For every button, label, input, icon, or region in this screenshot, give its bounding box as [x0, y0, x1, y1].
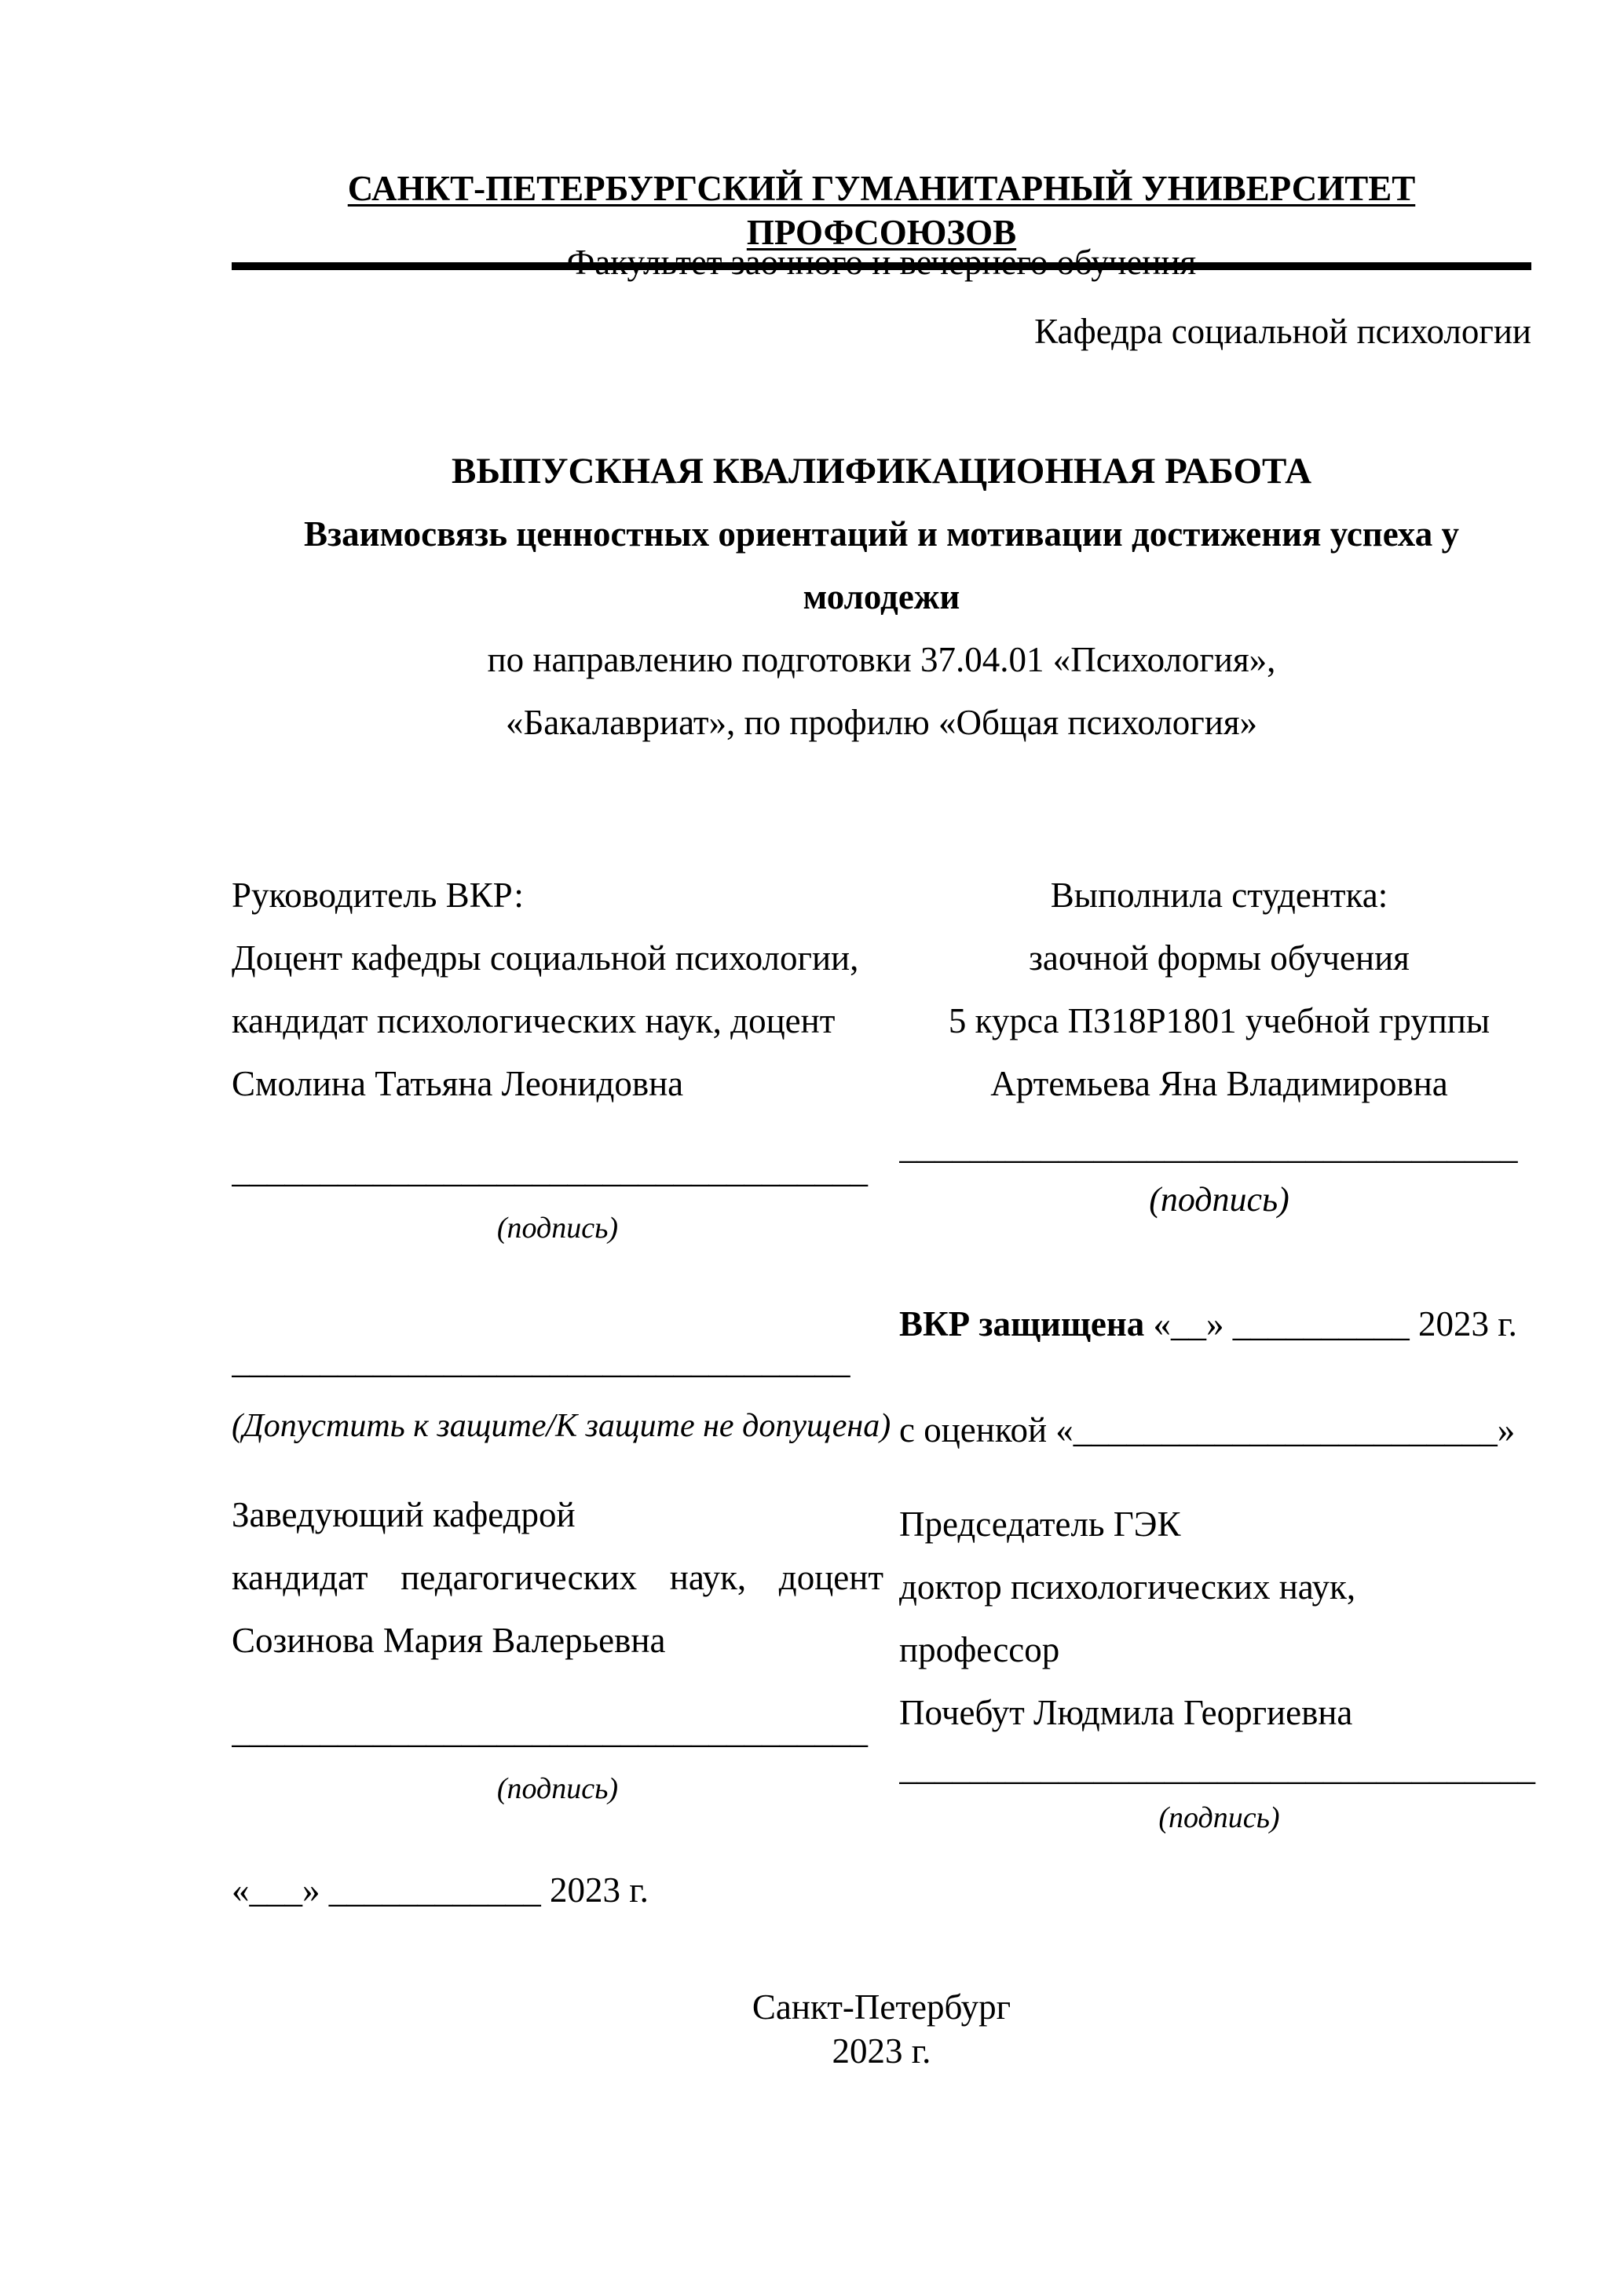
department-head-signature-caption: (подпись): [496, 1772, 619, 1805]
defended-line: [899, 1292, 1539, 1355]
grade-line: с оценкой «________________________»: [899, 1410, 1516, 1450]
right-column: [899, 864, 1539, 1921]
student-signature-line: ___________________________________: [899, 1127, 1518, 1166]
university-name: САНКТ-ПЕТЕРБУРГСКИЙ ГУМАНИТАРНЫЙ УНИВЕРСИТЕТ ПРОФСОЮЗОВ: [347, 169, 1416, 252]
admission-line: ___________________________________: [232, 1341, 850, 1380]
gec-chair-signature-caption: (подпись): [1158, 1801, 1280, 1834]
student-name: Артемьева Яна Владимировна: [990, 1064, 1448, 1103]
footer-block: [232, 1985, 1531, 2073]
gec-chair-title: профессор: [899, 1630, 1060, 1669]
faculty-line: Факультет заочного и вечернего обучения: [566, 243, 1197, 282]
title-block: [232, 440, 1531, 754]
admission-caption: (Допустить к защите/К защите не допущена): [232, 1408, 891, 1444]
gec-chair-signature-line: ____________________________________: [899, 1748, 1535, 1787]
department-head-name: Созинова Мария Валерьевна: [232, 1621, 666, 1660]
student-signature-caption: (подпись): [1149, 1180, 1289, 1219]
supervisor-label: Руководитель ВКР:: [232, 876, 524, 915]
program-line1: по направлению подготовки 37.04.01 «Психология»,: [487, 640, 1276, 679]
supervisor-signature-line: ____________________________________: [232, 1150, 868, 1190]
student-group-line: 5 курса ПЗ18Р1801 учебной группы: [948, 1001, 1490, 1040]
footer-year: 2023 г.: [832, 2031, 931, 2071]
defended-label: ВКР защищена: [899, 1304, 1145, 1344]
supervisor-position-line1: Доцент кафедры социальной психологии,: [232, 938, 859, 978]
gec-chair-name: Почебут Людмила Георгиевна: [899, 1693, 1353, 1732]
supervisor-name: Смолина Татьяна Леонидовна: [232, 1064, 684, 1103]
approval-date-line: «___» ____________ 2023 г.: [232, 1870, 649, 1910]
student-study-form: заочной формы обучения: [1029, 938, 1410, 978]
thesis-topic-line2: молодежи: [803, 577, 960, 616]
left-column: [232, 864, 891, 1921]
department-head-label: Заведующий кафедрой: [232, 1495, 576, 1534]
department-head-position: кандидат педагогических наук, доцент: [232, 1558, 883, 1597]
footer-city: Санкт-Петербург: [752, 1987, 1011, 2027]
student-performed-label: Выполнила студентка:: [1050, 876, 1388, 915]
supervisor-signature-caption: (подпись): [496, 1212, 619, 1245]
department-head-signature-line: ____________________________________: [232, 1711, 868, 1750]
work-type-title: ВЫПУСКНАЯ КВАЛИФИКАЦИОННАЯ РАБОТА: [451, 451, 1312, 492]
gec-chair-label: Председатель ГЭК: [899, 1504, 1181, 1544]
program-line2: «Бакалавриат», по профилю «Общая психология»: [505, 703, 1258, 742]
signatures-columns: [232, 864, 1539, 1921]
defended-date-blank: «__» __________ 2023 г.: [1153, 1304, 1517, 1344]
thesis-topic-line1: Взаимосвязь ценностных ориентаций и мотивации достижения успеха у: [304, 514, 1459, 554]
department-line: Кафедра социальной психологии: [1034, 312, 1531, 351]
supervisor-position-line2: кандидат психологических наук, доцент: [232, 1001, 836, 1040]
gec-chair-degree: доктор психологических наук,: [899, 1567, 1356, 1607]
